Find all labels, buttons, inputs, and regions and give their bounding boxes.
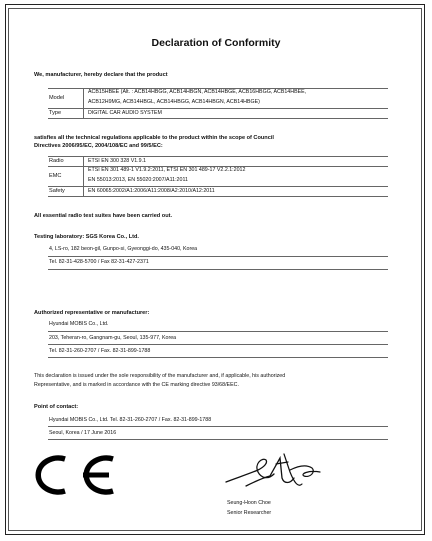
table-rule — [48, 357, 388, 358]
regulations-line2: Directives 2006/95/EC, 2004/108/EC and 99/5/EC: — [34, 143, 163, 149]
safety-value: EN 60065:2002/A1:2006/A11:2008/A2:2010/A12:2011 — [88, 188, 215, 194]
safety-label: Safety — [49, 188, 65, 194]
type-value: DIGITAL CAR AUDIO SYSTEM — [88, 110, 162, 116]
contact-line2: Seoul, Korea / 17 June 2016 — [49, 430, 117, 436]
testing-lab-address: 4, LS-ro, 182 beon-gil, Gunpo-si, Gyeonggi-do, 435-040, Korea — [49, 246, 198, 252]
table-rule — [48, 439, 388, 440]
table-divider — [83, 88, 84, 118]
manufacturer-statement: We, manufacturer, hereby declare that the product — [34, 72, 168, 78]
table-rule — [48, 186, 388, 187]
table-divider — [83, 156, 84, 196]
table-rule — [48, 269, 388, 270]
model-value-line1: ACB15HBEE (Alt. : ACB14HBGG, ACB14HBGN, ACB14HBGE, ACB16HBGG, ACB14HBEE, — [88, 89, 307, 95]
emc-label: EMC — [49, 173, 62, 179]
representative-address: 203, Teheran-ro, Gangnam-gu, Seoul, 135-977, Korea — [49, 335, 177, 341]
table-rule — [48, 331, 388, 332]
representative-name: Hyundai MOBIS Co., Ltd. — [49, 321, 109, 327]
signatory-position: Senior Researcher — [227, 510, 272, 516]
type-label: Type — [49, 110, 62, 116]
responsibility-line1: This declaration is issued under the sole responsibility of the manufacturer and, if applicable, his authorized — [34, 373, 286, 379]
table-rule — [48, 196, 388, 197]
emc-value-line1: ETSI EN 301 489-1 V1.9.2:2011, ETSI EN 301 489-17 V2.2.1:2012 — [88, 167, 246, 173]
table-rule — [48, 156, 388, 157]
ce-mark — [27, 453, 120, 497]
contact-line1: Hyundai MOBIS Co., Ltd. Tel. 82-31-260-2707 / Fax. 82-31-899-1788 — [49, 417, 212, 423]
table-rule — [48, 426, 388, 427]
table-rule — [48, 256, 388, 257]
model-label: Model — [49, 95, 65, 101]
model-value-line2: ACB12H9MG, ACB14HBGL, ACB14HBGG, ACB14HBGN, ACB14HBGE) — [88, 99, 260, 105]
table-rule — [48, 108, 388, 109]
page-title: Declaration of Conformity — [151, 37, 281, 49]
emc-value-line2: EN 55013:2013, EN 55020:2007/A11:2011 — [88, 177, 188, 183]
signature-image — [224, 448, 324, 498]
table-rule — [48, 344, 388, 345]
signatory-name: Seung-Hoon Choe — [227, 500, 271, 506]
radio-label: Radio — [49, 158, 64, 164]
responsibility-line2: Representative, and is marked in accordance with the CE marking directive 93/68/EEC. — [34, 382, 239, 388]
radio-value: ETSI EN 300 328 V1.9.1 — [88, 158, 147, 164]
testing-lab-phone: Tel. 82-31-428-5700 / Fax 82-31-427-2371 — [49, 259, 149, 265]
representative-phone: Tel. 82-31-260-2707 / Fax. 82-31-899-1788 — [49, 348, 151, 354]
contact-heading: Point of contact: — [34, 404, 79, 410]
representative-heading: Authorized representative or manufacturer: — [34, 310, 150, 316]
regulations-line1: satisfies all the technical regulations applicable to the product within the scope of Council — [34, 135, 274, 141]
testing-lab-heading: Testing laboratory: SGS Korea Co., Ltd. — [34, 234, 139, 240]
table-rule — [48, 118, 388, 119]
radio-tests-statement: All essential radio test suites have been carried out. — [34, 213, 173, 219]
